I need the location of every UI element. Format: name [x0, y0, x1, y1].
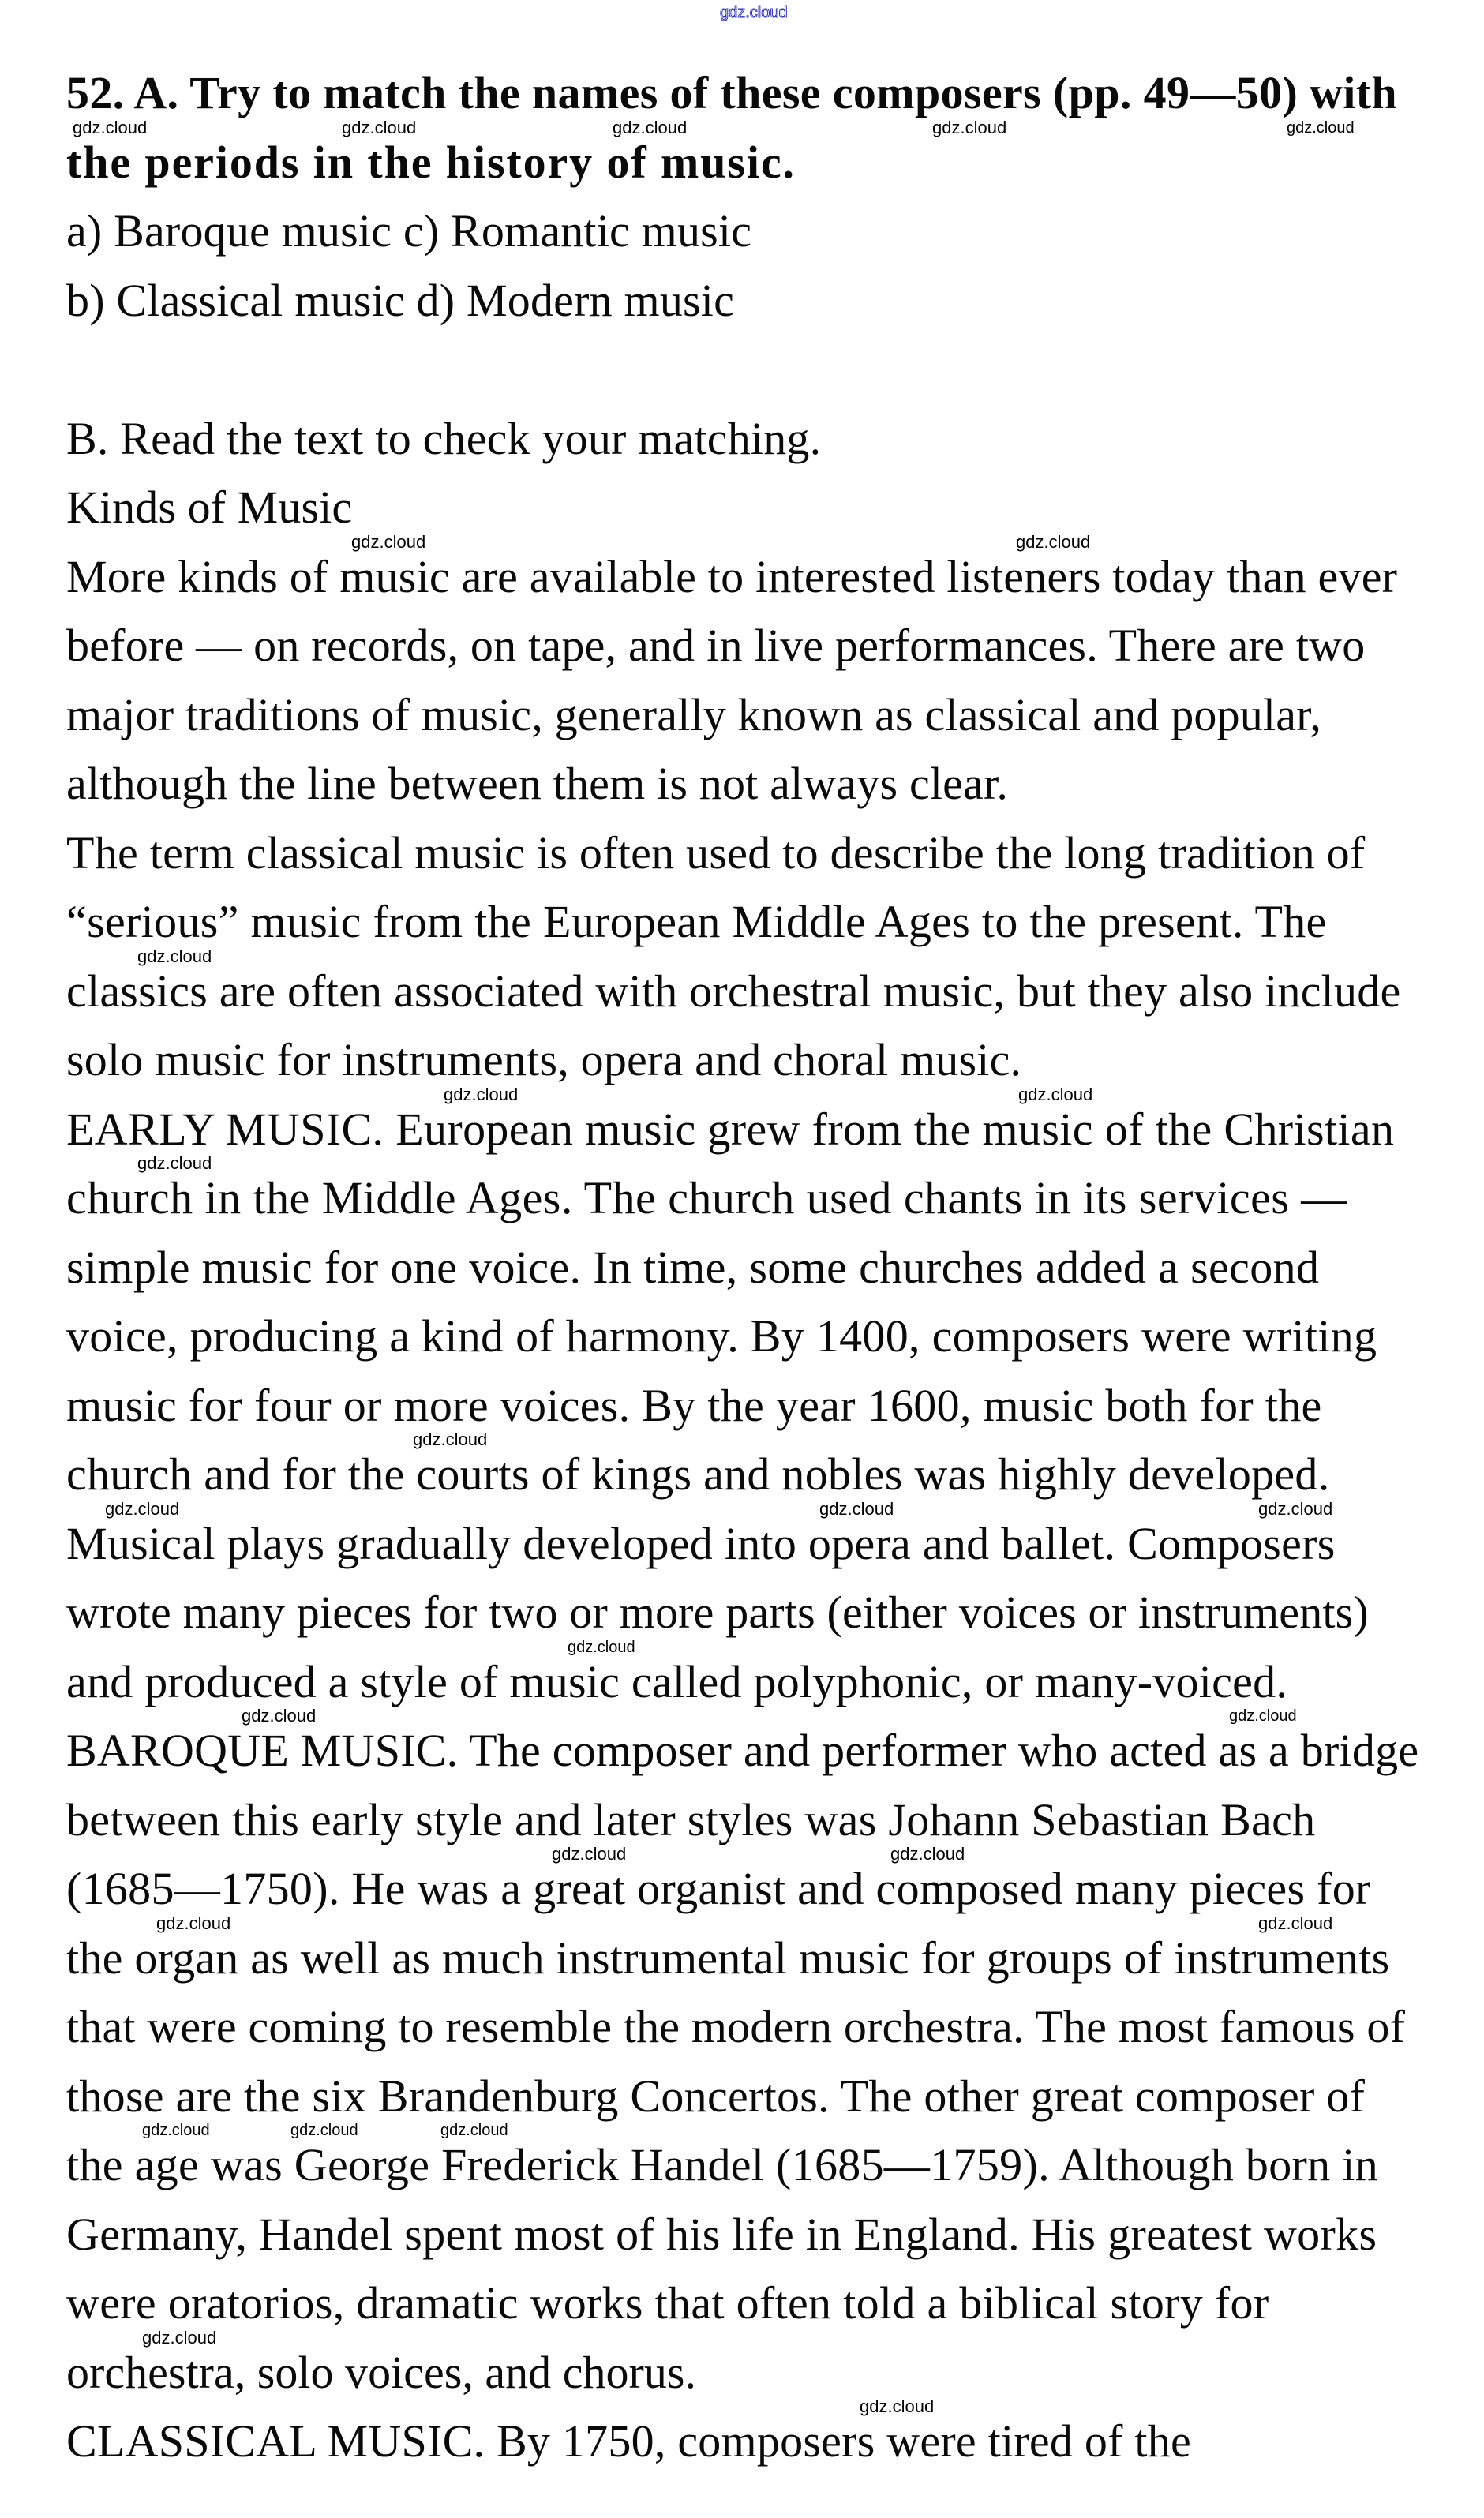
section-classical-music: CLASSICAL MUSIC. By 1750, composers were tired of the — [66, 2415, 1191, 2467]
body-line: “serious” music from the European Middle Ages to the present. The — [66, 896, 1327, 947]
exercise-heading-line-1: 52. A. Try to match the names of these composers (pp. 49—50) with — [66, 67, 1398, 118]
watermark: gdz.cloud — [440, 2122, 508, 2139]
body-line: and produced a style of music called polyphonic, or many-voiced. — [66, 1656, 1288, 1707]
body-line: classics are often associated with orchestral music, but they also include — [66, 965, 1401, 1017]
watermark-large: gdz.cloud — [1018, 1085, 1093, 1104]
body-line: Germany, Handel spent most of his life in England. His greatest works — [66, 2209, 1377, 2260]
body-line: More kinds of music are available to interested listeners today than ever — [66, 551, 1398, 602]
body-line: those are the six Brandenburg Concertos. The other great composer of — [66, 2070, 1366, 2122]
section-early-music: EARLY MUSIC. European music grew from the music of the Christian — [66, 1103, 1395, 1155]
header-watermark: gdz.cloud — [720, 4, 788, 21]
watermark: gdz.cloud — [819, 1499, 894, 1519]
section-baroque-music: BAROQUE MUSIC. The composer and performer who acted as a bridge — [66, 1725, 1419, 1776]
body-line: solo music for instruments, opera and choral music. — [66, 1034, 1022, 1085]
watermark: gdz.cloud — [552, 1844, 627, 1864]
watermark: gdz.cloud — [242, 1706, 317, 1726]
options-line-b-d: b) Classical music d) Modern music — [66, 275, 735, 326]
watermark: gdz.cloud — [413, 1429, 488, 1449]
watermark: gdz.cloud — [1258, 1499, 1333, 1519]
body-line: between this early style and later styles was Johann Sebastian Bach — [66, 1794, 1316, 1845]
watermark: gdz.cloud — [73, 118, 148, 137]
body-line: simple music for one voice. In time, some churches added a second — [66, 1242, 1320, 1293]
body-line: church and for the courts of kings and nobles was highly developed. — [66, 1448, 1330, 1500]
watermark: gdz.cloud — [137, 1153, 212, 1173]
body-line: (1685—1750). He was a great organist and composed many pieces for — [66, 1863, 1371, 1914]
watermark: gdz.cloud — [137, 946, 212, 966]
watermark: gdz.cloud — [1258, 1913, 1333, 1933]
watermark: gdz.cloud — [932, 118, 1007, 137]
body-line: church in the Middle Ages. The church used chants in its services — — [66, 1172, 1347, 1223]
body-line: that were coming to resemble the modern orchestra. The most famous of — [66, 2001, 1406, 2052]
watermark: gdz.cloud — [568, 1639, 635, 1656]
body-line: major traditions of music, generally known as classical and popular, — [66, 689, 1321, 740]
body-line: were oratorios, dramatic works that often told a biblical story for — [66, 2277, 1269, 2329]
body-line: voice, producing a kind of harmony. By 1400, composers were writing — [66, 1310, 1377, 1362]
exercise-heading-line-2: the periods in the history of music. — [66, 137, 796, 188]
watermark: gdz.cloud — [142, 2328, 217, 2348]
watermark: gdz.cloud — [890, 1844, 965, 1864]
body-line: although the line between them is not always clear. — [66, 758, 1008, 809]
watermark: gdz.cloud — [156, 1913, 231, 1933]
body-line: wrote many pieces for two or more parts (either voices or instruments) — [66, 1587, 1369, 1638]
watermark: gdz.cloud — [1287, 119, 1355, 137]
watermark: gdz.cloud — [342, 118, 417, 137]
watermark: gdz.cloud — [290, 2122, 358, 2139]
text-title: Kinds of Music — [66, 481, 353, 533]
body-line: Musical plays gradually developed into opera and ballet. Composers — [66, 1518, 1336, 1569]
watermark-large: gdz.cloud — [1016, 532, 1091, 552]
part-b-instruction: B. Read the text to check your matching. — [66, 413, 822, 464]
options-line-a-c: a) Baroque music c) Romantic music — [66, 205, 752, 257]
body-line: orchestra, solo voices, and chorus. — [66, 2347, 696, 2398]
watermark-large: gdz.cloud — [860, 2396, 935, 2416]
watermark: gdz.cloud — [105, 1499, 180, 1519]
watermark: gdz.cloud — [444, 1085, 519, 1104]
watermark: gdz.cloud — [142, 2122, 210, 2139]
body-line: music for four or more voices. By the year 1600, music both for the — [66, 1380, 1322, 1431]
watermark: gdz.cloud — [613, 118, 688, 137]
body-line: before — on records, on tape, and in live performances. There are two — [66, 620, 1366, 671]
body-line: the organ as well as much instrumental music for groups of instruments — [66, 1932, 1390, 1984]
watermark: gdz.cloud — [1229, 1707, 1297, 1725]
body-line: the age was George Frederick Handel (1685—1759). Although born in — [66, 2139, 1379, 2190]
watermark-large: gdz.cloud — [351, 532, 426, 552]
body-line: The term classical music is often used to describe the long tradition of — [66, 827, 1366, 879]
